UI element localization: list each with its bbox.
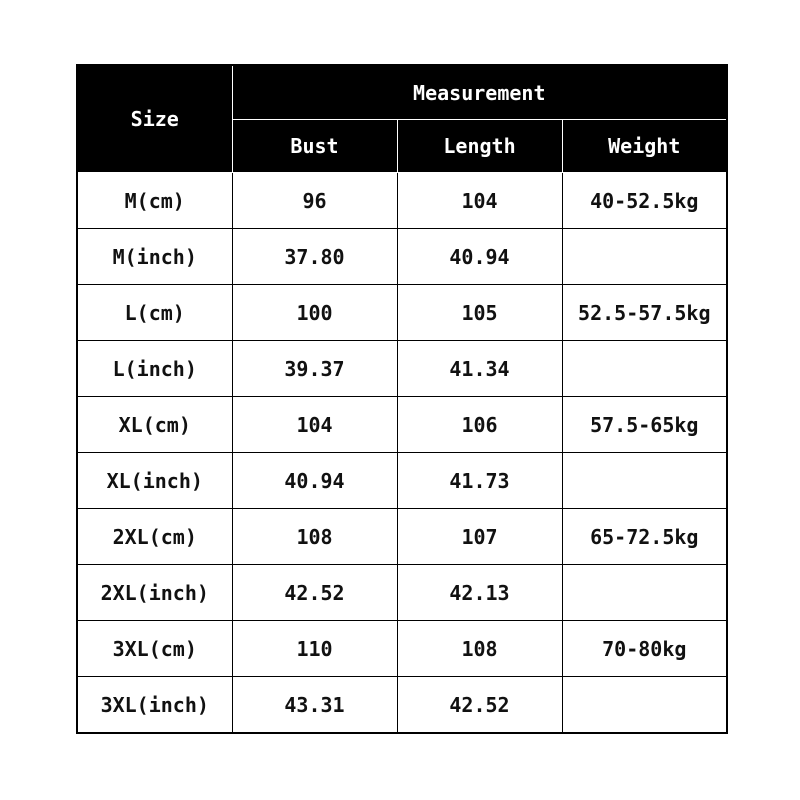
bust-cell: 42.52 (232, 565, 397, 621)
table-row (77, 229, 727, 285)
table-row (77, 285, 727, 341)
weight-cell (562, 677, 727, 734)
length-cell: 42.52 (397, 677, 562, 734)
size-chart-table (76, 64, 728, 734)
length-cell: 41.73 (397, 453, 562, 509)
weight-cell (562, 229, 727, 285)
size-cell: 3XL(inch) (77, 677, 232, 734)
table-row (77, 453, 727, 509)
size-cell: XL(inch) (77, 453, 232, 509)
weight-cell: 70-80kg (562, 621, 727, 677)
header-weight: Weight (562, 120, 727, 173)
table-row (77, 173, 727, 229)
length-cell: 106 (397, 397, 562, 453)
header-length: Length (397, 120, 562, 173)
size-cell: M(inch) (77, 229, 232, 285)
bust-cell: 100 (232, 285, 397, 341)
size-cell: 3XL(cm) (77, 621, 232, 677)
bust-cell: 104 (232, 397, 397, 453)
table-row (77, 621, 727, 677)
bust-cell: 96 (232, 173, 397, 229)
length-cell: 105 (397, 285, 562, 341)
weight-cell: 52.5-57.5kg (562, 285, 727, 341)
header-bust: Bust (232, 120, 397, 173)
weight-cell: 40-52.5kg (562, 173, 727, 229)
table-row (77, 677, 727, 734)
table-row (77, 509, 727, 565)
table-row (77, 397, 727, 453)
length-cell: 107 (397, 509, 562, 565)
size-cell: XL(cm) (77, 397, 232, 453)
weight-cell: 57.5-65kg (562, 397, 727, 453)
bust-cell: 110 (232, 621, 397, 677)
weight-cell (562, 453, 727, 509)
length-cell: 108 (397, 621, 562, 677)
weight-cell: 65-72.5kg (562, 509, 727, 565)
table-row (77, 341, 727, 397)
length-cell: 40.94 (397, 229, 562, 285)
size-cell: L(inch) (77, 341, 232, 397)
size-cell: 2XL(cm) (77, 509, 232, 565)
bust-cell: 37.80 (232, 229, 397, 285)
bust-cell: 40.94 (232, 453, 397, 509)
size-cell: M(cm) (77, 173, 232, 229)
size-cell: L(cm) (77, 285, 232, 341)
weight-cell (562, 565, 727, 621)
size-cell: 2XL(inch) (77, 565, 232, 621)
header-measurement: Measurement (232, 65, 727, 120)
bust-cell: 43.31 (232, 677, 397, 734)
table-row (77, 565, 727, 621)
length-cell: 42.13 (397, 565, 562, 621)
header-size: Size (77, 65, 232, 173)
bust-cell: 108 (232, 509, 397, 565)
length-cell: 41.34 (397, 341, 562, 397)
weight-cell (562, 341, 727, 397)
length-cell: 104 (397, 173, 562, 229)
bust-cell: 39.37 (232, 341, 397, 397)
